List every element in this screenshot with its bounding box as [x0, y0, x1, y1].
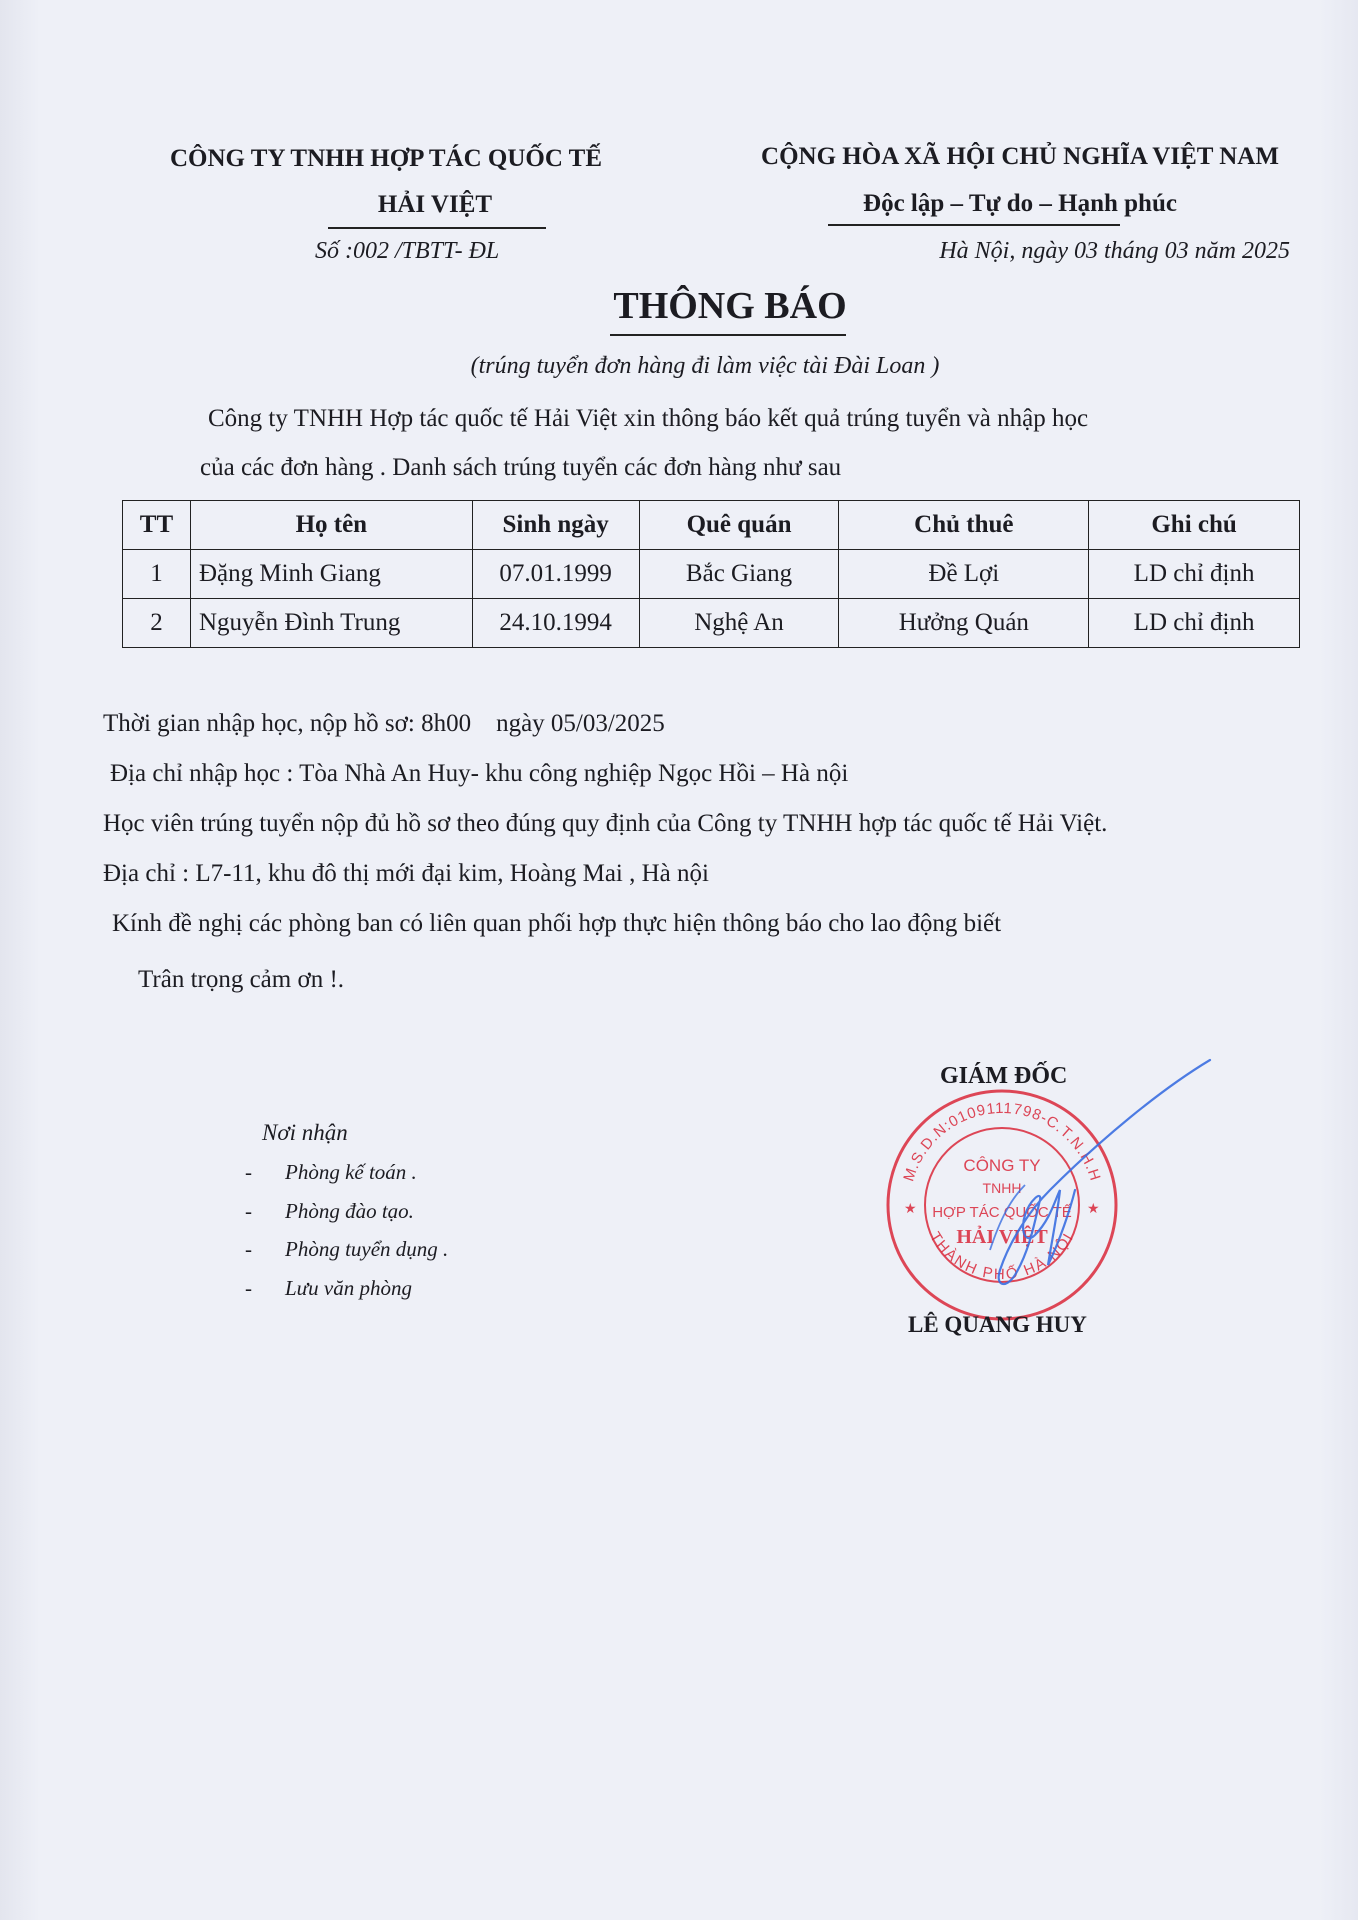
recipient-item: - Phòng tuyển dụng .: [245, 1237, 449, 1261]
body-line-thanks: Trân trọng cảm ơn !.: [138, 966, 345, 993]
column-header: Chủ thuê: [839, 501, 1089, 550]
intro-line-2: của các đơn hàng . Danh sách trúng tuyển các đơn hàng như sau: [200, 454, 842, 481]
body-line-school-address: Địa chỉ nhập học : Tòa Nhà An Huy- khu công nghiệp Ngọc Hồi – Hà nội: [110, 760, 849, 787]
document-title: THÔNG BÁO: [613, 285, 847, 327]
candidate-table: [122, 500, 1300, 648]
signer-name: LÊ QUANG HUY: [908, 1312, 1087, 1337]
place-date: Hà Nội, ngày 03 tháng 03 năm 2025: [939, 238, 1290, 264]
table-cell: 2: [123, 599, 191, 648]
recipient-item: - Phòng đào tạo.: [245, 1199, 414, 1223]
handwritten-signature: [930, 1050, 1230, 1310]
column-header: Quê quán: [639, 501, 839, 550]
svg-text:HỢP TÁC QUỐC TẾ: HỢP TÁC QUỐC TẾ: [932, 1204, 1072, 1221]
svg-text:HẢI VIỆT: HẢI VIỆT: [956, 1226, 1048, 1248]
table-cell: 24.10.1994: [472, 599, 639, 648]
column-header: TT: [123, 501, 191, 550]
table-row: [123, 599, 1300, 648]
company-underline: [328, 227, 546, 229]
nation-title: CỘNG HÒA XÃ HỘI CHỦ NGHĨA VIỆT NAM: [761, 143, 1279, 170]
title-underline: [610, 334, 846, 336]
svg-text:THÀNH PHỐ HÀ NỘI: THÀNH PHỐ HÀ NỘI: [926, 1229, 1078, 1284]
table-cell: Đặng Minh Giang: [190, 550, 472, 599]
table-cell: Hưởng Quán: [839, 599, 1089, 648]
table-cell: 07.01.1999: [472, 550, 639, 599]
body-line-schedule: Thời gian nhập học, nộp hồ sơ: 8h00 ngày 05/03/2025: [103, 710, 665, 737]
document-number: Số :002 /TBTT- ĐL: [315, 238, 500, 264]
column-header: Sinh ngày: [472, 501, 639, 550]
table-header-row: [123, 501, 1300, 550]
recipient-item: - Lưu văn phòng: [245, 1276, 412, 1300]
column-header: Ghi chú: [1089, 501, 1300, 550]
motto-underline: [828, 224, 1120, 226]
company-name-line1: CÔNG TY TNHH HỢP TÁC QUỐC TẾ: [170, 145, 603, 172]
column-header: Họ tên: [190, 501, 472, 550]
body-line-request: Kính đề nghị các phòng ban có liên quan phối hợp thực hiện thông báo cho lao động biết: [112, 910, 1002, 937]
table-cell: Nghệ An: [639, 599, 839, 648]
table-cell: Đề Lợi: [839, 550, 1089, 599]
svg-text:★: ★: [1087, 1201, 1100, 1217]
recipients-label: Nơi nhận: [262, 1120, 348, 1145]
svg-text:M.S.D.N:0109111798-C.T.N.H.H: M.S.D.N:0109111798-C.T.N.H.H: [900, 1099, 1104, 1184]
recipient-item: - Phòng kế toán .: [245, 1160, 417, 1184]
table-row: [123, 550, 1300, 599]
body-line-documents: Học viên trúng tuyển nộp đủ hồ sơ theo đúng quy định của Công ty TNHH hợp tác quốc tế Hải Việt.: [103, 810, 1108, 837]
table-cell: Bắc Giang: [639, 550, 839, 599]
body-line-office-address: Địa chỉ : L7-11, khu đô thị mới đại kim, Hoàng Mai , Hà nội: [103, 860, 709, 887]
svg-text:CÔNG TY: CÔNG TY: [963, 1156, 1041, 1175]
nation-motto: Độc lập – Tự do – Hạnh phúc: [863, 190, 1177, 217]
signer-position: GIÁM ĐỐC: [940, 1063, 1068, 1089]
table-cell: LD chỉ định: [1089, 599, 1300, 648]
document-subtitle: (trúng tuyển đơn hàng đi làm việc tài Đài Loan ): [470, 353, 940, 379]
table-cell: Nguyễn Đình Trung: [190, 599, 472, 648]
company-name-line2: HẢI VIỆT: [377, 191, 493, 218]
intro-line-1: Công ty TNHH Hợp tác quốc tế Hải Việt xin thông báo kết quả trúng tuyển và nhập học: [208, 405, 1089, 432]
svg-text:TNHH: TNHH: [982, 1180, 1022, 1196]
table-cell: 1: [123, 550, 191, 599]
table-cell: LD chỉ định: [1089, 550, 1300, 599]
svg-text:★: ★: [904, 1201, 917, 1217]
